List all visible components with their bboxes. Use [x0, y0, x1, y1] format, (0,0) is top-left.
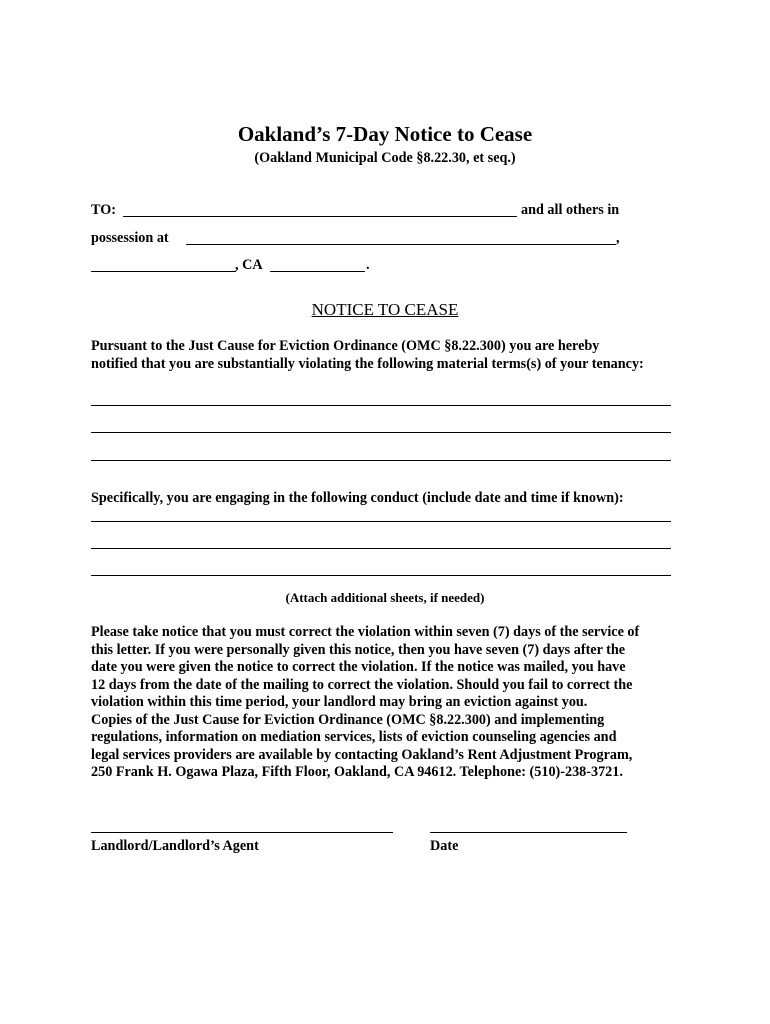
date-signature-line[interactable]: [430, 832, 627, 833]
attach-note: (Attach additional sheets, if needed): [285, 590, 485, 605]
zip-blank[interactable]: [270, 271, 365, 272]
document-subtitle: (Oakland Municipal Code §8.22.30, et seq.): [254, 150, 516, 166]
conduct-label: Specifically, you are engaging in the following conduct (include date and time if known):: [91, 490, 624, 506]
violation-blank-line[interactable]: [91, 432, 671, 433]
notice-line: regulations, information on mediation services, lists of eviction counseling agencies and: [91, 729, 617, 745]
pursuant-line: Pursuant to the Just Cause for Eviction Ordinance (OMC §8.22.300) you are hereby: [91, 338, 600, 354]
notice-heading: NOTICE TO CEASE: [311, 300, 459, 319]
notice-line: this letter. If you were personally given this notice, then you have seven (7) days after the: [91, 641, 626, 658]
ca-label: , CA: [235, 257, 263, 273]
address-comma: ,: [616, 230, 620, 246]
to-label: TO:: [91, 202, 116, 218]
zip-period: .: [366, 257, 370, 273]
city-blank[interactable]: [91, 271, 236, 272]
tenant-name-blank[interactable]: [123, 216, 517, 217]
notice-line: Please take notice that you must correct the violation within seven (7) days of the service of: [91, 624, 640, 640]
and-all-others-text: and all others in: [521, 202, 620, 218]
notice-line: 12 days from the date of the mailing to correct the violation. Should you fail to correct the: [91, 676, 633, 693]
notice-line: Copies of the Just Cause for Eviction Ordinance (OMC §8.22.300) and implementing: [91, 711, 605, 728]
conduct-blank-line[interactable]: [91, 575, 671, 576]
notice-line: violation within this time period, your landlord may bring an eviction against you.: [91, 694, 588, 710]
document-title: Oakland’s 7-Day Notice to Cease: [237, 122, 533, 146]
pursuant-line: notified that you are substantially violating the following material terms(s) of your tenancy:: [91, 355, 644, 372]
landlord-signature-line[interactable]: [91, 832, 393, 833]
date-label: Date: [430, 838, 459, 854]
conduct-blank-line[interactable]: [91, 521, 671, 522]
notice-line: 250 Frank H. Ogawa Plaza, Fifth Floor, Oakland, CA 94612. Telephone: (510)-238-3721.: [91, 764, 623, 780]
landlord-label: Landlord/Landlord’s Agent: [91, 838, 259, 854]
pursuant-paragraph: [91, 338, 644, 373]
conduct-blank-line[interactable]: [91, 548, 671, 549]
violation-blank-line[interactable]: [91, 460, 671, 461]
violation-blank-line[interactable]: [91, 405, 671, 406]
possession-label: possession at: [91, 230, 169, 246]
address-blank[interactable]: [186, 244, 616, 245]
notice-line: date you were given the notice to correct the violation. If the notice was mailed, you have: [91, 659, 626, 675]
notice-paragraph: [91, 624, 639, 782]
notice-line: legal services providers are available by contacting Oakland’s Rent Adjustment Program,: [91, 746, 633, 763]
